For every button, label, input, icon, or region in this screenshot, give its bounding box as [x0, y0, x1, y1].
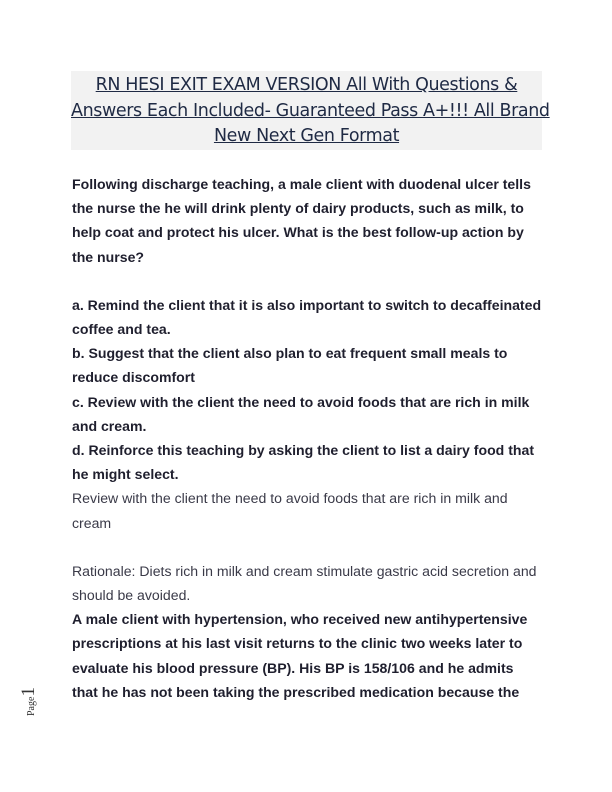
question-2-stem-line: evaluate his blood pressure (BP). His BP is 158/106 and he admits [72, 659, 514, 676]
question-1 [72, 172, 542, 607]
question-1-stem-line: Following discharge teaching, a male client with duodenal ulcer tells [72, 176, 531, 192]
spacer [72, 535, 542, 559]
option-c-cont: and cream. [72, 417, 147, 434]
question-2-stem-line: A male client with hypertension, who received new antihypertensive [72, 611, 528, 628]
title-line-3: New Next Gen Format [213, 126, 400, 146]
document-title [71, 71, 550, 150]
option-b-cont: reduce discomfort [72, 369, 195, 386]
question-2 [72, 607, 542, 704]
option-d: d. Reinforce this teaching by asking the client to list a dairy food that [72, 442, 535, 459]
question-2-stem-line: prescriptions at his last visit returns to the clinic two weeks later to [72, 635, 523, 652]
option-a: a. Remind the client that it is also important to switch to decaffeinated [72, 296, 542, 313]
question-2-stem-line: that he has not been taking the prescribed medication because the [72, 683, 520, 700]
answer-line: cream [72, 514, 112, 531]
title-line-1: RN HESI EXIT EXAM VERSION All With Questions & [95, 75, 518, 95]
question-1-stem-line: help coat and protect his ulcer. What is the best follow-up action by [72, 224, 524, 241]
title-line-2: Answers Each Included- Guaranteed Pass A+!!! All Brand [71, 100, 550, 121]
option-a-cont: coffee and tea. [72, 321, 171, 338]
question-1-stem-line: the nurse? [72, 248, 145, 265]
page-label: Page [26, 696, 37, 716]
answer-line: Review with the client the need to avoid foods that are rich in milk and [72, 490, 508, 507]
rationale-line: Rationale: Diets rich in milk and cream stimulate gastric acid secretion and [72, 562, 537, 579]
option-d-cont: he might select. [72, 466, 179, 483]
question-1-stem-line: the nurse the he will drink plenty of dairy products, such as milk, to [72, 200, 524, 217]
page-number-value: 1 [18, 687, 39, 697]
option-b: b. Suggest that the client also plan to eat frequent small meals to [72, 345, 508, 362]
option-c: c. Review with the client the need to avoid foods that are rich in milk [72, 393, 530, 410]
spacer [72, 269, 542, 293]
document-body [72, 172, 542, 704]
page-number [18, 687, 40, 716]
rationale-line: should be avoided. [72, 587, 191, 604]
